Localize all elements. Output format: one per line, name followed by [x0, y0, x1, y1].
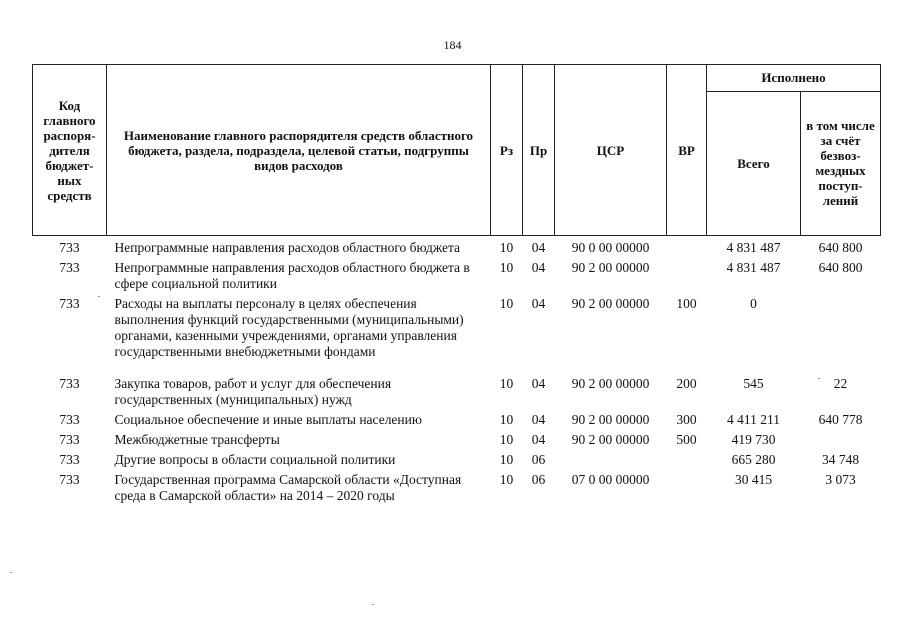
row-pr: 04 [531, 376, 546, 391]
header-total: Всего [707, 91, 801, 235]
header-rz: Рз [491, 65, 523, 236]
row-code: 733 [59, 240, 80, 255]
row-name: Непрограммные направления расходов областного бюджета в сфере социальной политики [114, 260, 470, 291]
row-pr: 04 [531, 412, 546, 427]
row-vr [667, 452, 707, 472]
row-vr: 100 [676, 296, 697, 311]
row-total: 545 [743, 376, 764, 391]
page-number: 184 [443, 38, 462, 52]
row-code: 733 [59, 412, 80, 427]
row-total: 4 831 487 [726, 260, 781, 275]
row-total: 0 [750, 296, 757, 311]
header-name: Наименование главного распорядителя средств областного бюджета, раздела, подраздела, целевой статьи, подгруппы видов расходов [107, 65, 491, 236]
row-code: 733 [59, 376, 80, 391]
header-executed: Исполнено [707, 65, 881, 92]
row-code: 733 [59, 296, 80, 311]
header-csr: ЦСР [555, 65, 667, 236]
table-row [33, 412, 881, 432]
header-gratuitous: в том числе за счёт безвоз-мездных поступ-лений [801, 91, 881, 235]
row-gratuitous [801, 432, 881, 452]
table-row [33, 472, 881, 508]
row-name: Расходы на выплаты персоналу в целях обеспечения выполнения функций государственными (муниципальными) органами, казенными учреждениями, органами управления государственными внебюджетными фондами [114, 296, 464, 359]
row-gratuitous: 640 800 [818, 240, 863, 255]
row-pr: 04 [531, 240, 546, 255]
row-code: 733 [59, 260, 80, 275]
row-code: 733 [59, 432, 80, 447]
row-total: 419 730 [731, 432, 776, 447]
table-row [33, 260, 881, 296]
row-pr: 06 [531, 472, 546, 487]
row-vr [667, 236, 707, 261]
row-csr: 90 2 00 00000 [571, 432, 650, 447]
row-csr: 90 2 00 00000 [571, 296, 650, 311]
row-csr: 90 2 00 00000 [571, 376, 650, 391]
row-name: Государственная программа Самарской области «Доступная среда в Самарской области» на 2014 – 2020 годы [114, 472, 462, 503]
row-rz: 10 [499, 260, 514, 275]
row-gratuitous: 3 073 [825, 472, 856, 487]
row-code: 733 [59, 472, 80, 487]
row-total: 665 280 [731, 452, 776, 467]
row-rz: 10 [499, 472, 514, 487]
row-pr: 04 [531, 260, 546, 275]
row-code: 733 [59, 452, 80, 467]
table-body [33, 236, 881, 509]
row-csr: 90 0 00 00000 [571, 240, 650, 255]
row-rz: 10 [499, 412, 514, 427]
table-row [33, 236, 881, 261]
row-csr: 90 2 00 00000 [571, 412, 650, 427]
row-rz: 10 [499, 296, 514, 311]
row-gratuitous: 640 778 [818, 412, 863, 427]
row-rz: 10 [499, 452, 514, 467]
row-pr: 04 [531, 432, 546, 447]
row-total: 4 411 211 [727, 412, 780, 427]
table-row [33, 432, 881, 452]
row-rz: 10 [499, 240, 514, 255]
row-total: 4 831 487 [726, 240, 781, 255]
row-csr: 07 0 00 00000 [571, 472, 650, 487]
header-pr: Пр [523, 65, 555, 236]
table-row [33, 296, 881, 376]
row-pr: 04 [531, 296, 546, 311]
row-name: Другие вопросы в области социальной политики [114, 452, 396, 467]
row-rz: 10 [499, 432, 514, 447]
table-row [33, 452, 881, 472]
header-vr: ВР [667, 65, 707, 236]
table-row [33, 376, 881, 412]
row-vr [667, 260, 707, 296]
row-gratuitous: 22 [833, 376, 848, 391]
row-vr: 200 [676, 376, 697, 391]
row-csr [555, 452, 667, 472]
row-gratuitous: 34 748 [821, 452, 860, 467]
row-gratuitous: 640 800 [818, 260, 863, 275]
row-name: Социальное обеспечение и иные выплаты населению [114, 412, 422, 427]
row-vr [667, 472, 707, 508]
row-name: Закупка товаров, работ и услуг для обеспечения государственных (муниципальных) нужд [114, 376, 392, 407]
row-name: Межбюджетные трансферты [114, 432, 280, 447]
row-name: Непрограммные направления расходов областного бюджета [114, 240, 461, 255]
row-csr: 90 2 00 00000 [571, 260, 650, 275]
budget-execution-table [32, 64, 881, 508]
row-pr: 06 [531, 452, 546, 467]
row-vr: 500 [676, 432, 697, 447]
row-gratuitous [801, 296, 881, 376]
row-rz: 10 [499, 376, 514, 391]
header-code: Код главного распоря-дителя бюджет-ных средств [33, 65, 107, 236]
row-total: 30 415 [734, 472, 773, 487]
table-header [33, 65, 881, 236]
row-vr: 300 [676, 412, 697, 427]
